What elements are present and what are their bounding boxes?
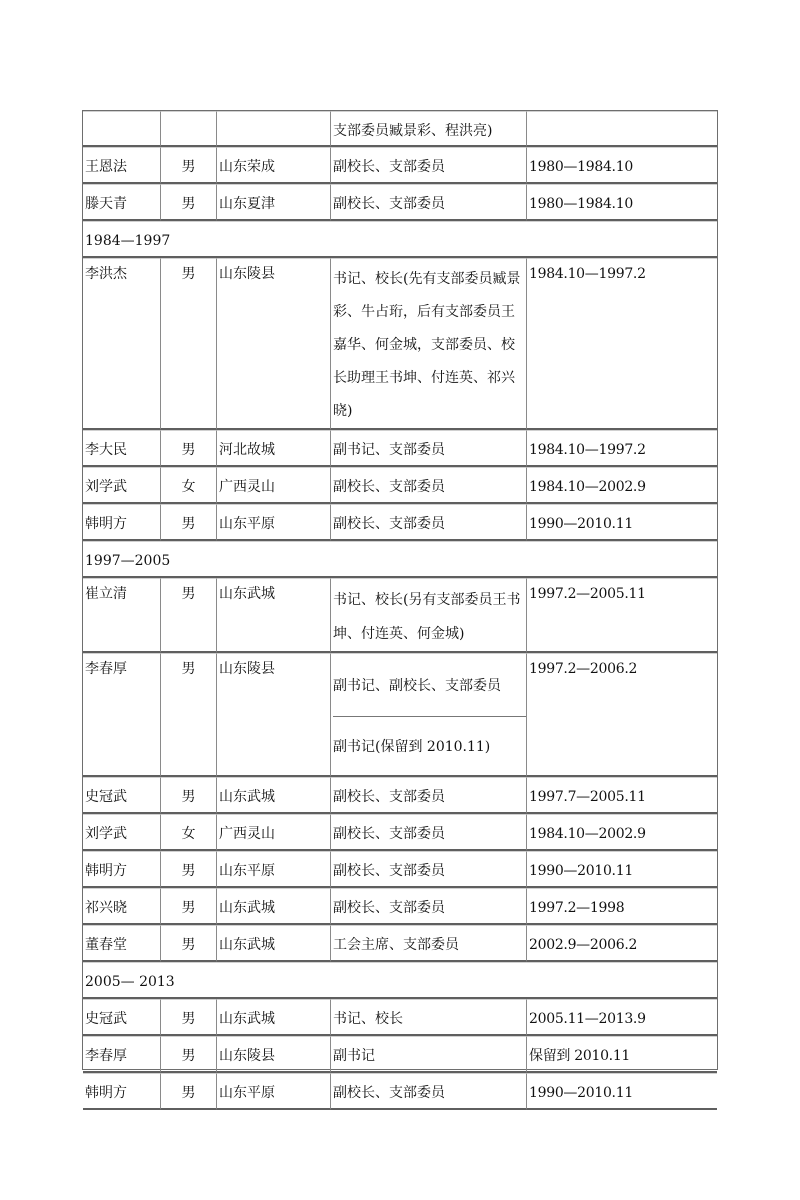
role-cell: 工会主席、支部委员: [331, 925, 527, 962]
table-row: [83, 653, 717, 777]
period-cell: 1997.2—1998: [527, 888, 717, 925]
origin-cell: 广西灵山: [217, 814, 331, 851]
role-cell: 副校长、支部委员: [331, 147, 527, 184]
role-cell: 副书记、支部委员: [331, 430, 527, 467]
role-cell: 副校长、支部委员: [331, 814, 527, 851]
table-row: [83, 777, 717, 814]
name-cell: 李春厚: [83, 1036, 161, 1073]
period-cell: 保留到 2010.11: [527, 1036, 717, 1073]
gender-cell: 男: [161, 184, 217, 221]
origin-cell: 山东夏津: [217, 184, 331, 221]
table-row: [83, 578, 717, 653]
period-cell: 2005.11—2013.9: [527, 999, 717, 1036]
period-cell: 1997.7—2005.11: [527, 777, 717, 814]
period-cell: 1984.10—1997.2: [527, 258, 717, 430]
origin-cell: [217, 111, 331, 147]
name-cell: 刘学武: [83, 814, 161, 851]
role-cell: 支部委员臧景彩、程洪亮): [331, 111, 527, 147]
gender-cell: 女: [161, 814, 217, 851]
gender-cell: 男: [161, 777, 217, 814]
origin-cell: 山东平原: [217, 1073, 331, 1110]
name-cell: 史冠武: [83, 999, 161, 1036]
table-row: [83, 258, 717, 430]
gender-cell: 女: [161, 467, 217, 504]
period-cell: 1997.2—2005.11: [527, 578, 717, 653]
document-page: [82, 110, 718, 1101]
name-cell: 韩明方: [83, 1073, 161, 1110]
period-header-row: [83, 541, 717, 578]
period-cell: 1984.10—2002.9: [527, 467, 717, 504]
role-cell: 副校长、支部委员: [331, 467, 527, 504]
table-row: [83, 851, 717, 888]
table-row: [83, 147, 717, 184]
name-cell: 李洪杰: [83, 258, 161, 430]
period-cell: 1990—2010.11: [527, 851, 717, 888]
table-row: [83, 504, 717, 541]
origin-cell: 河北故城: [217, 430, 331, 467]
period-header: 2005— 2013: [83, 962, 717, 999]
name-cell: 王恩法: [83, 147, 161, 184]
table-row: [83, 1036, 717, 1073]
name-cell: 李大民: [83, 430, 161, 467]
table-row: [83, 111, 717, 147]
gender-cell: 男: [161, 1073, 217, 1110]
gender-cell: 男: [161, 147, 217, 184]
table-row: [83, 814, 717, 851]
gender-cell: 男: [161, 258, 217, 430]
role-cell: 书记、校长(先有支部委员臧景彩、牛占珩，后有支部委员王嘉华、何金城，支部委员、校长助理王书坤、付连英、祁兴晓): [331, 258, 527, 430]
name-cell: 董春堂: [83, 925, 161, 962]
role-cell: 副校长、支部委员: [331, 777, 527, 814]
role-cell: 副校长、支部委员: [331, 184, 527, 221]
period-cell: [527, 111, 717, 147]
gender-cell: 男: [161, 999, 217, 1036]
cell-divider: [333, 716, 526, 717]
table-row: [83, 1073, 717, 1110]
origin-cell: 广西灵山: [217, 467, 331, 504]
gender-cell: 男: [161, 653, 217, 777]
name-cell: 崔立清: [83, 578, 161, 653]
period-cell: 1980—1984.10: [527, 184, 717, 221]
origin-cell: 山东武城: [217, 578, 331, 653]
table-row: [83, 184, 717, 221]
origin-cell: 山东武城: [217, 925, 331, 962]
gender-cell: 男: [161, 578, 217, 653]
period-cell: 1984.10—2002.9: [527, 814, 717, 851]
role-cell: 书记、校长: [331, 999, 527, 1036]
origin-cell: 山东陵县: [217, 258, 331, 430]
name-cell: 史冠武: [83, 777, 161, 814]
origin-cell: 山东荣成: [217, 147, 331, 184]
table-row: [83, 925, 717, 962]
role-cell: 副校长、支部委员: [331, 851, 527, 888]
gender-cell: [161, 111, 217, 147]
origin-cell: 山东武城: [217, 999, 331, 1036]
period-cell: 1990—2010.11: [527, 504, 717, 541]
origin-cell: 山东陵县: [217, 1036, 331, 1073]
period-cell: 1997.2—2006.2: [527, 653, 717, 777]
name-cell: 李春厚: [83, 653, 161, 777]
role-cell: [331, 653, 527, 777]
role-text: 副书记、副校长、支部委员: [333, 678, 501, 694]
table-row: [83, 467, 717, 504]
gender-cell: 男: [161, 504, 217, 541]
role-cell: 副校长、支部委员: [331, 888, 527, 925]
gender-cell: 男: [161, 851, 217, 888]
name-cell: 滕天青: [83, 184, 161, 221]
role-cell: 副校长、支部委员: [331, 1073, 527, 1110]
period-cell: 1984.10—1997.2: [527, 430, 717, 467]
period-header: 1984—1997: [83, 221, 717, 258]
name-cell: 韩明方: [83, 851, 161, 888]
origin-cell: 山东陵县: [217, 653, 331, 777]
period-cell: 1980—1984.10: [527, 147, 717, 184]
name-cell: 祁兴晓: [83, 888, 161, 925]
period-header-row: [83, 962, 717, 999]
role-cell: 书记、校长(另有支部委员王书坤、付连英、何金城): [331, 578, 527, 653]
period-header: 1997—2005: [83, 541, 717, 578]
gender-cell: 男: [161, 925, 217, 962]
name-cell: 韩明方: [83, 504, 161, 541]
period-header-row: [83, 221, 717, 258]
origin-cell: 山东武城: [217, 777, 331, 814]
table-row: [83, 430, 717, 467]
table-row: [83, 888, 717, 925]
name-cell: 刘学武: [83, 467, 161, 504]
table-row: [83, 999, 717, 1036]
origin-cell: 山东武城: [217, 888, 331, 925]
origin-cell: 山东平原: [217, 504, 331, 541]
period-cell: 1990—2010.11: [527, 1073, 717, 1110]
role-cell: 副书记: [331, 1036, 527, 1073]
gender-cell: 男: [161, 430, 217, 467]
gender-cell: 男: [161, 888, 217, 925]
gender-cell: 男: [161, 1036, 217, 1073]
role-text-secondary: 副书记(保留到 2010.11): [333, 739, 491, 755]
role-cell: 副校长、支部委员: [331, 504, 527, 541]
period-cell: 2002.9—2006.2: [527, 925, 717, 962]
leadership-table: [83, 111, 717, 1110]
origin-cell: 山东平原: [217, 851, 331, 888]
name-cell: [83, 111, 161, 147]
